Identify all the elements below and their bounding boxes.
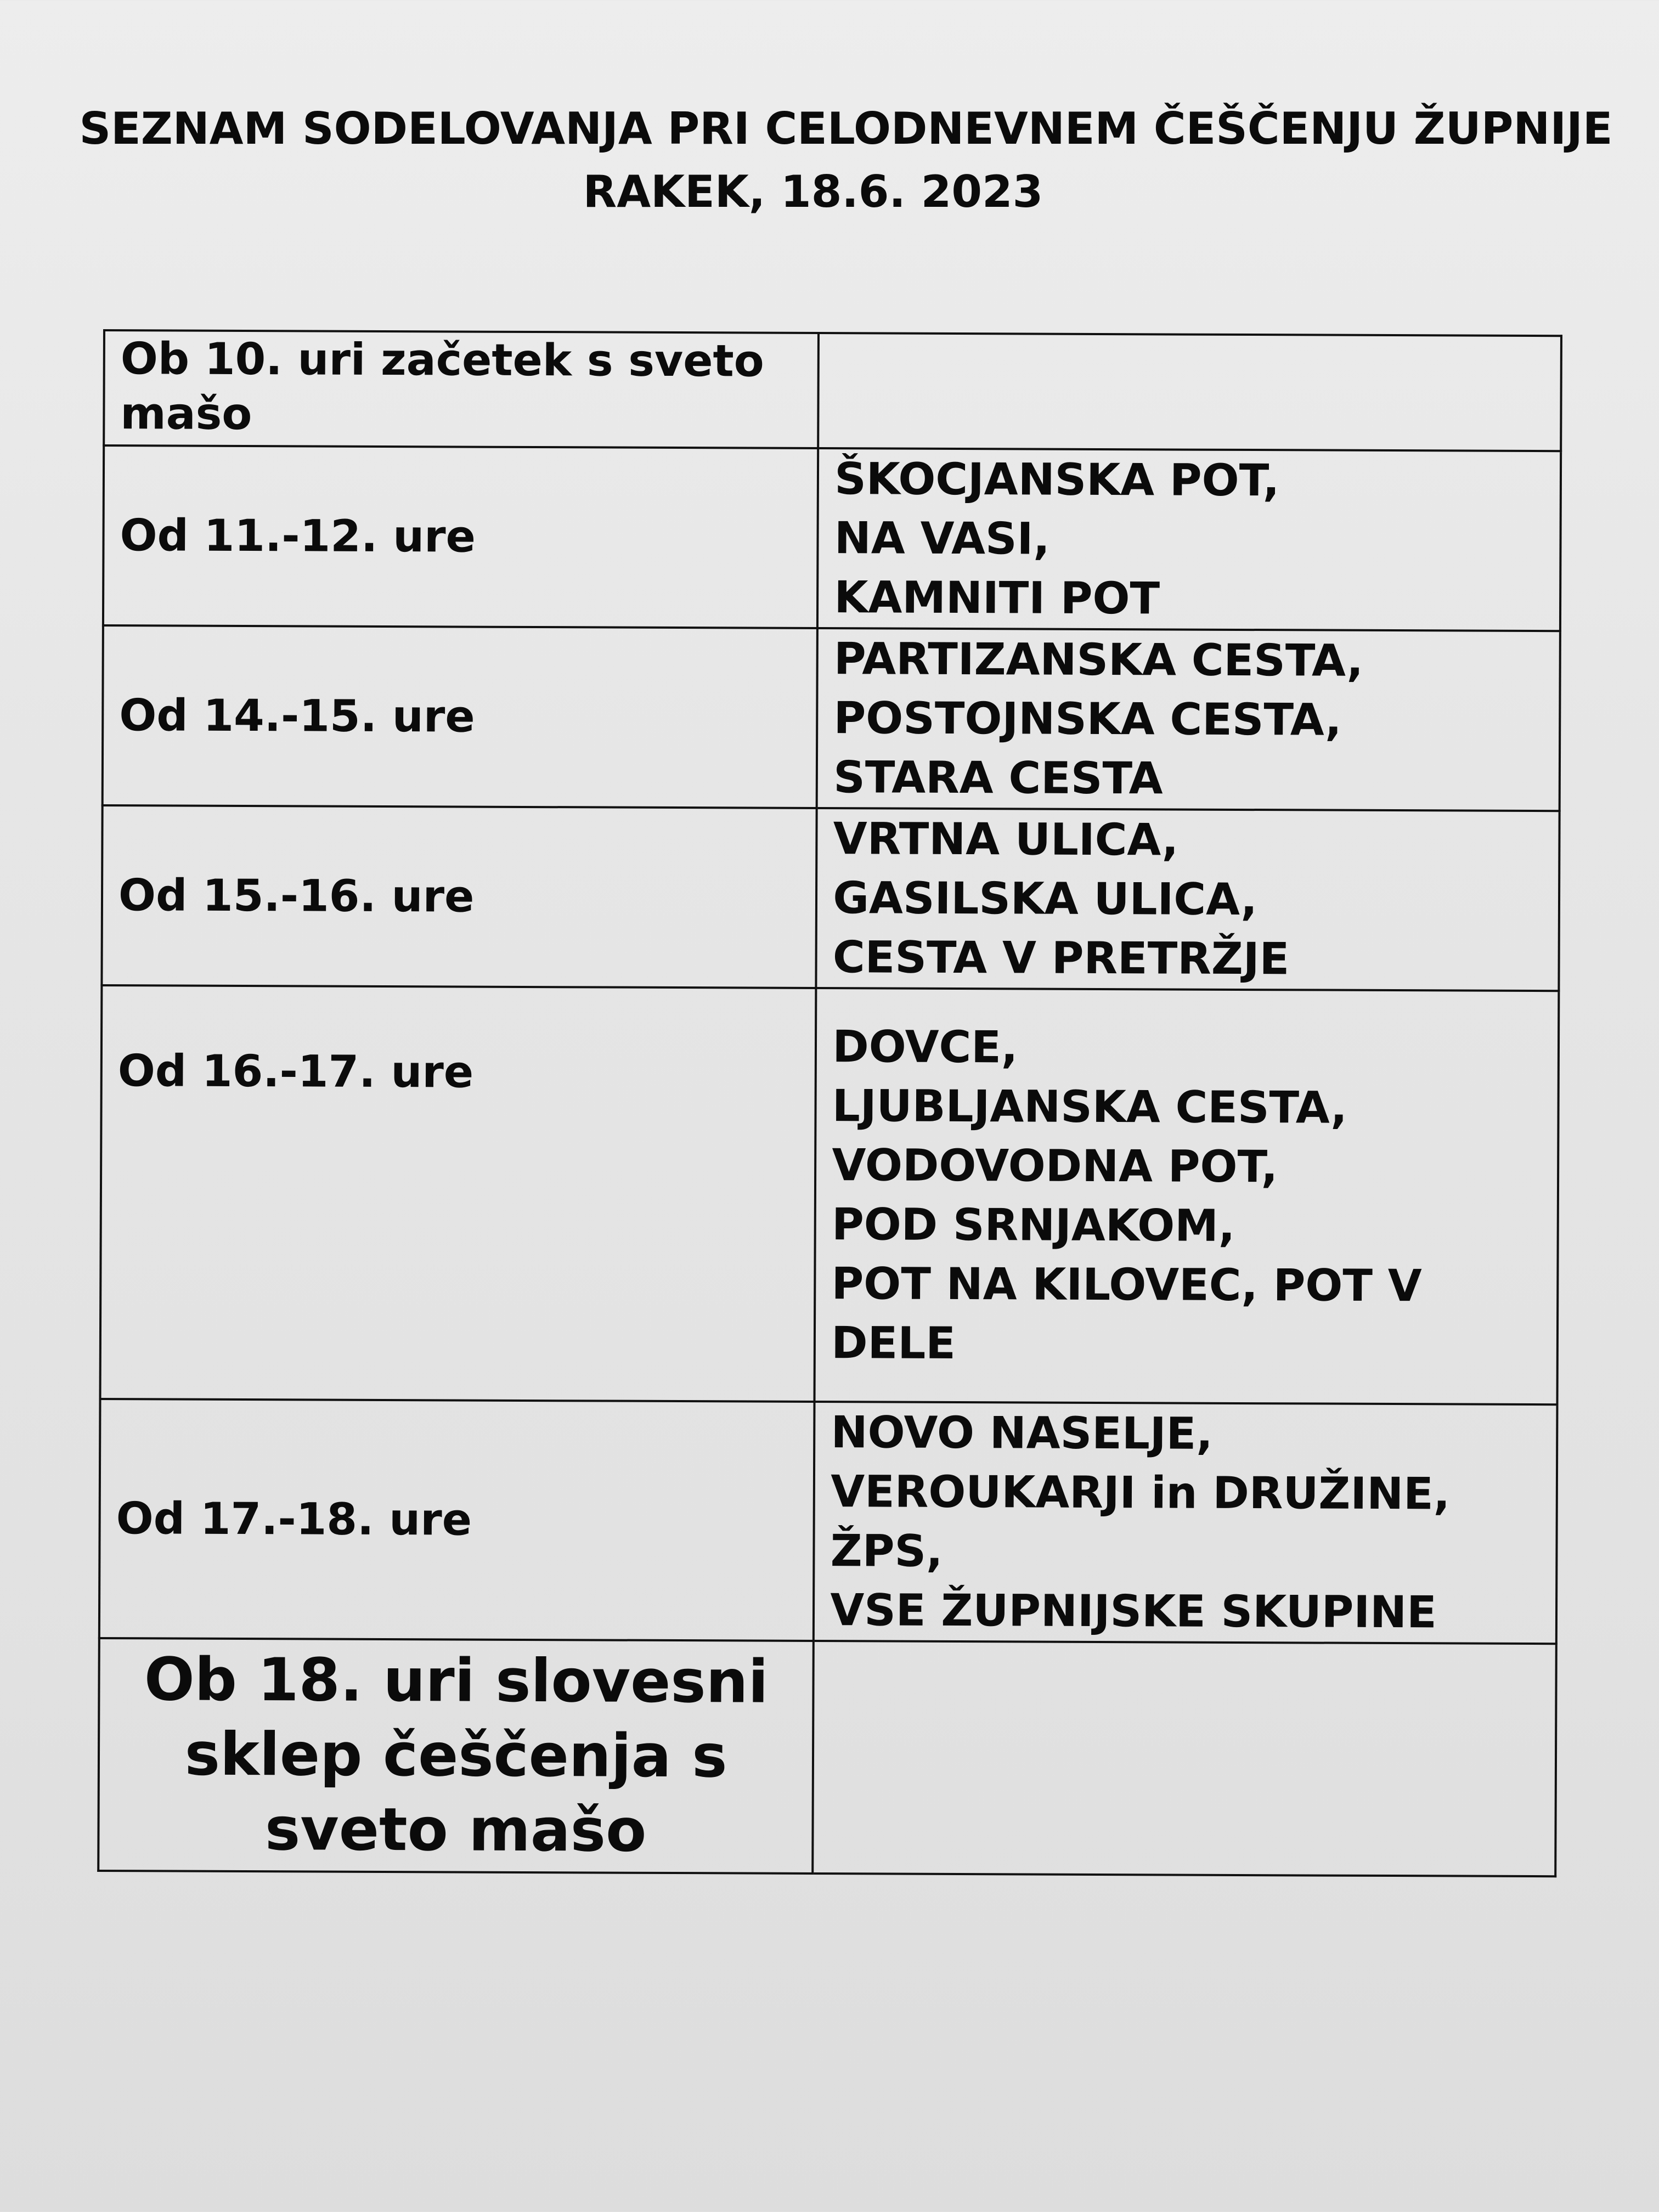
streets-cell <box>814 1402 1557 1644</box>
closing-text: sveto mašo <box>264 1795 647 1865</box>
document-subtitle: RAKEK, 18.6. 2023 <box>583 166 1043 217</box>
time-text: Od 11.-12. ure <box>120 510 476 562</box>
time-text: Od 17.-18. ure <box>116 1493 472 1545</box>
time-cell <box>103 445 819 628</box>
street-text: VODOVODNA POT, <box>832 1139 1278 1193</box>
street-text: VRTNA ULICA, <box>833 813 1179 866</box>
time-text: Od 16.-17. ure <box>117 1045 474 1098</box>
table-row <box>103 625 1560 811</box>
streets-cell <box>817 448 1561 631</box>
time-cell <box>104 330 819 448</box>
streets-cell <box>817 628 1560 811</box>
table-row <box>100 985 1559 1404</box>
table-row <box>104 330 1561 451</box>
time-cell <box>100 985 816 1402</box>
street-text: DELE <box>831 1317 956 1369</box>
street-text: PARTIZANSKA CESTA, <box>833 633 1364 686</box>
street-text: DOVCE, <box>832 1021 1018 1073</box>
streets-cell-empty <box>813 1641 1556 1876</box>
street-text: GASILSKA ULICA, <box>833 872 1258 926</box>
closing-mass-cell <box>98 1638 814 1874</box>
time-text: Od 14.-15. ure <box>119 690 475 742</box>
time-cell <box>99 1399 815 1641</box>
table-row <box>99 1399 1558 1644</box>
closing-text: Ob 18. uri slovesni <box>144 1645 769 1717</box>
time-cell <box>103 625 818 808</box>
table-row <box>98 1638 1556 1876</box>
street-text: NA VASI, <box>834 512 1050 565</box>
street-text: VSE ŽUPNIJSKE SKUPINE <box>830 1584 1437 1638</box>
document-title: SEZNAM SODELOVANJA PRI CELODNEVNEM ČEŠČENJU ŽUPNIJE <box>79 103 1613 154</box>
table-row <box>103 445 1561 631</box>
time-text: mašo <box>120 388 252 440</box>
schedule-table <box>97 329 1562 1877</box>
table-row <box>101 805 1559 991</box>
street-text: VEROUKARJI in DRUŽINE, <box>831 1466 1451 1520</box>
street-text: LJUBLJANSKA CESTA, <box>832 1080 1347 1133</box>
time-cell <box>101 805 817 988</box>
street-text: POSTOJNSKA CESTA, <box>833 692 1342 746</box>
closing-text: sklep češčenja s <box>184 1720 727 1791</box>
street-text: STARA CESTA <box>833 752 1163 804</box>
streets-cell <box>815 988 1559 1404</box>
time-text: Ob 10. uri začetek s sveto <box>120 333 764 387</box>
street-text: NOVO NASELJE, <box>831 1407 1213 1459</box>
street-text: CESTA V PRETRŽJE <box>832 932 1290 985</box>
streets-cell-empty <box>819 333 1561 451</box>
street-text: KAMNITI POT <box>834 572 1160 624</box>
streets-cell <box>816 808 1560 991</box>
street-text: ŠKOCJANSKA POT, <box>834 453 1280 506</box>
street-text: ŽPS, <box>830 1525 943 1577</box>
street-text: POD SRNJAKOM, <box>831 1199 1235 1251</box>
time-text: Od 15.-16. ure <box>118 870 475 922</box>
street-text: POT NA KILOVEC, POT V <box>831 1258 1422 1312</box>
